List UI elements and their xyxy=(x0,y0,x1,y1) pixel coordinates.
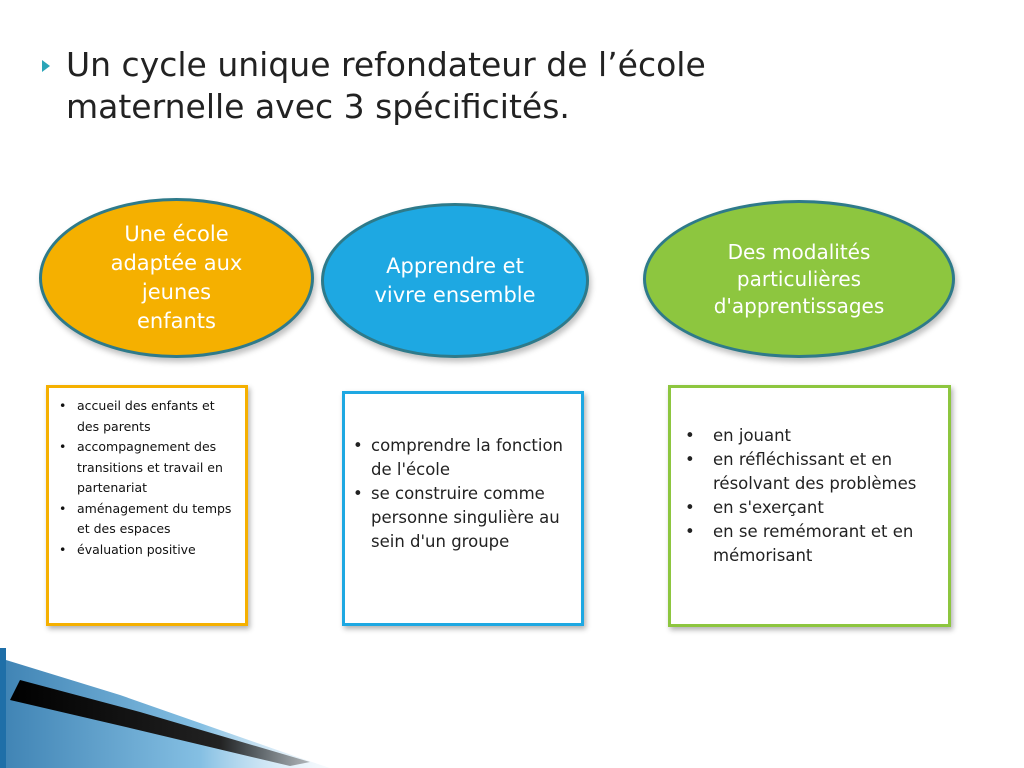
list-item: • évaluation positive xyxy=(59,540,235,561)
list-item: • aménagement du temps et des espaces xyxy=(59,499,235,540)
bullet-list xyxy=(681,424,938,568)
ellipse-modalites xyxy=(643,200,955,358)
ellipse-label: Des modalités particulières d'apprentissages xyxy=(713,239,885,318)
box-ecole-adaptee xyxy=(46,385,248,626)
ellipse-label: Apprendre et vivre ensemble xyxy=(374,253,536,307)
list-item: • en réfléchissant et en résolvant des problèmes xyxy=(681,448,938,496)
list-item: • accueil des enfants et des parents xyxy=(59,396,235,437)
ellipse-label: Une école adaptée aux jeunes enfants xyxy=(110,222,243,333)
triangle-bullet-icon xyxy=(40,44,58,84)
list-item: • accompagnement des transitions et travail en partenariat xyxy=(59,437,235,499)
list-item: • en jouant xyxy=(681,424,938,448)
list-item: • en s'exerçant xyxy=(681,496,938,520)
list-item: • comprendre la fonction de l'école xyxy=(353,434,571,482)
bullet-list xyxy=(59,396,235,560)
list-item: • se construire comme personne singulière au sein d'un groupe xyxy=(353,482,571,554)
ellipse-apprendre-ensemble xyxy=(321,203,589,358)
box-modalites xyxy=(668,385,951,627)
ellipse-ecole-adaptee xyxy=(39,198,314,358)
swoosh-decoration xyxy=(0,640,330,768)
list-item: • en se remémorant et en mémorisant xyxy=(681,520,938,568)
slide-title: Un cycle unique refondateur de l’école maternelle avec 3 spécificités. xyxy=(66,45,706,126)
title-block xyxy=(40,44,1000,128)
bullet-list xyxy=(353,434,571,554)
box-apprendre-ensemble xyxy=(342,391,584,626)
